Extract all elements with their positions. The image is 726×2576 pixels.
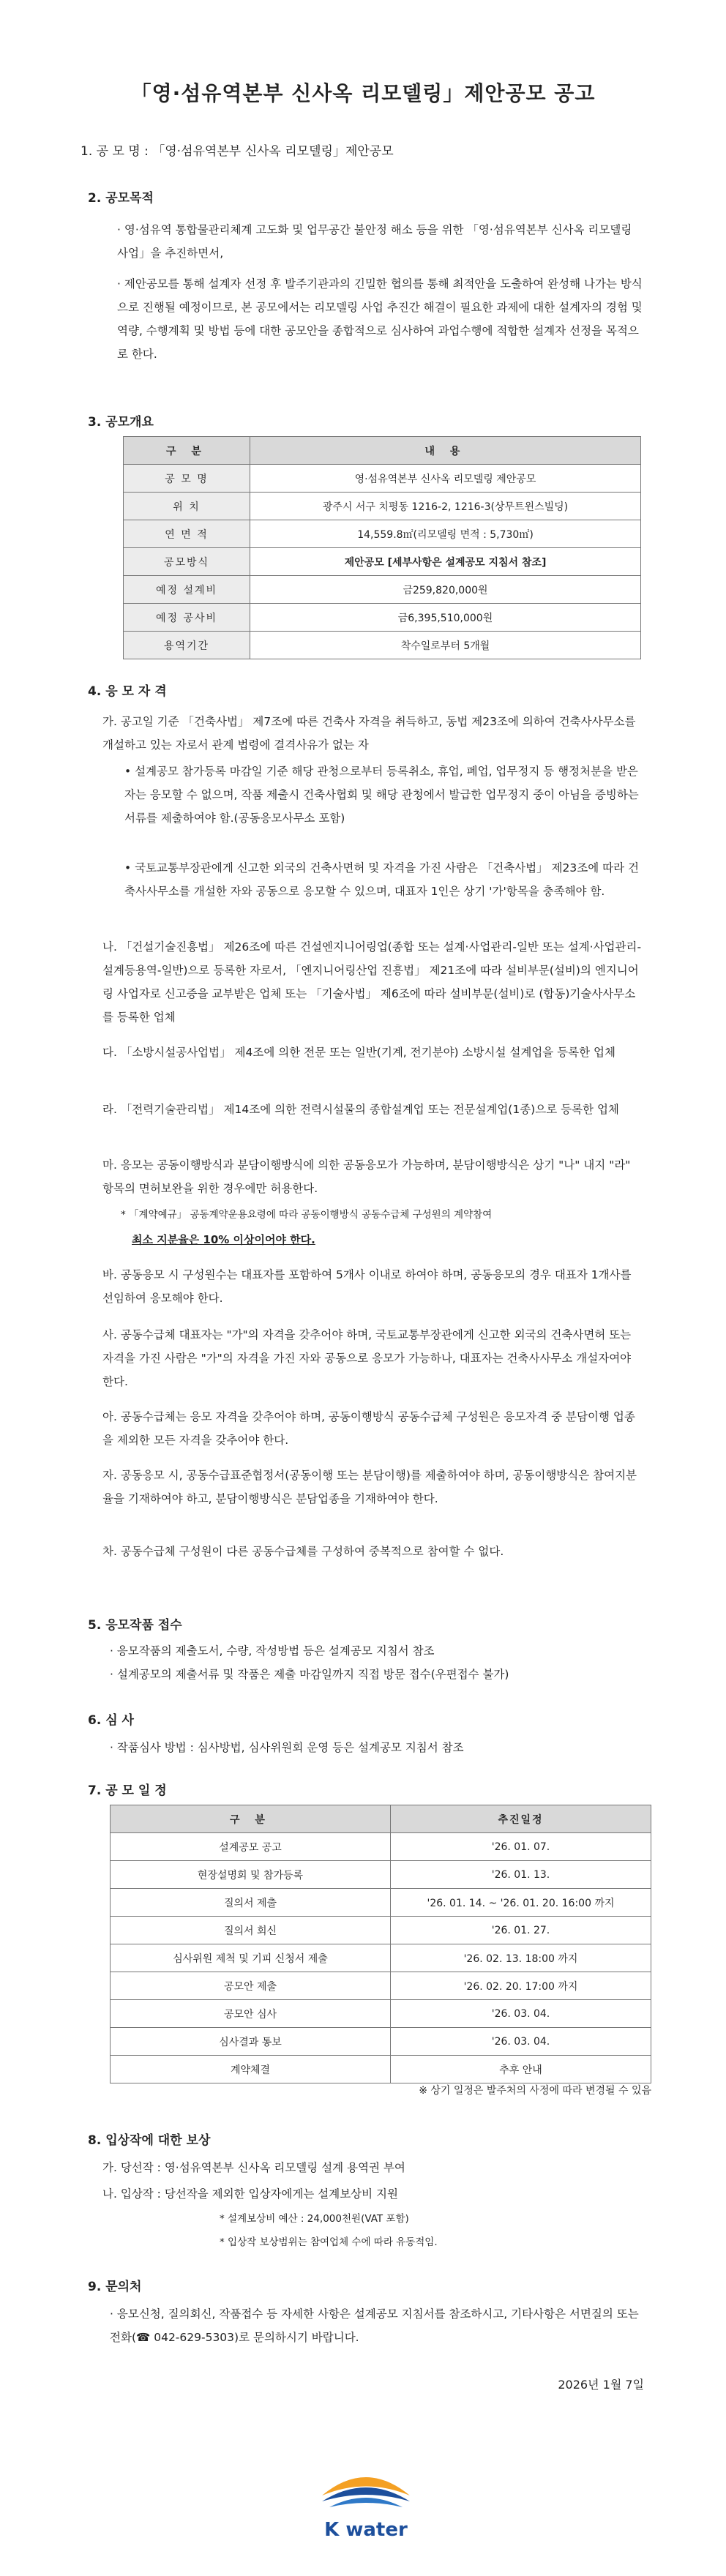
column-header: 내 용: [250, 437, 641, 465]
table-row: [111, 1889, 651, 1917]
row-label: 공모방식: [124, 548, 250, 576]
section-2-bullet-2: [117, 272, 644, 366]
column-header: 추진일정: [391, 1805, 651, 1833]
bullet-dot: ·: [110, 2307, 113, 2321]
section-9-title: 9. 문의처: [88, 2280, 142, 2294]
schedule-date: '26. 02. 20. 17:00 까지: [391, 1972, 651, 2000]
schedule-item: 심사위원 제척 및 기피 신청서 제출: [111, 1944, 391, 1972]
table-row: [111, 1944, 651, 1972]
bullet-dot: •: [124, 861, 132, 875]
section-2-bullet-1-text: 영·섬유역 통합물관리체계 고도화 및 업무공간 불안정 해소 등을 위한 「영·섬유역본부 신사옥 리모델링 사업」을 추진하면서,: [117, 223, 632, 260]
schedule-item: 현장설명회 및 참가등록: [111, 1861, 391, 1889]
schedule-date: '26. 03. 04.: [391, 2000, 651, 2028]
table-row: [124, 520, 641, 548]
schedule-date: '26. 01. 13.: [391, 1861, 651, 1889]
section-4-ma-note: [121, 1203, 644, 1227]
table-row: [111, 1972, 651, 2000]
schedule-item: 계약체결: [111, 2056, 391, 2083]
table-row: [111, 2056, 651, 2083]
schedule-date: '26. 01. 14. ~ '26. 01. 20. 16:00 까지: [391, 1889, 651, 1917]
document-title: 「영·섬유역본부 신사옥 리모델링」제안공모 공고: [130, 81, 596, 105]
schedule-item: 심사결과 통보: [111, 2028, 391, 2056]
section-4-ga-bullet-1-text: 설계공모 참가등록 마감일 기준 해당 관청으로부터 등록취소, 휴업, 폐업, 업무정지 등 행정처분을 받은 자는 응모할 수 없으며, 작품 제출시 건축사협회 및 해당 관청에서 발급한 업무정지 중이 아님을 증빙하는 서류를 제출하여야 함.(공동응모사무소 포함): [124, 765, 639, 825]
section-9-bullet-1: [110, 2302, 644, 2349]
section-4-item-ga: 가. 공고일 기준 「건축사법」 제7조에 따른 건축사 자격을 취득하고, 동법 제23조에 의하여 건축사사무소를 개설하고 있는 자로서 관계 법령에 결격사유가 없는 자: [102, 715, 636, 752]
section-6-bullet-1: [110, 1736, 644, 1759]
section-4-ma-note-emphasis: 최소 지분율은 10% 이상이어야 한다.: [132, 1233, 315, 1246]
row-label: 용역기간: [124, 632, 250, 659]
row-label: 예정 공사비: [124, 604, 250, 632]
row-value: 14,559.8㎡(리모델링 면적 : 5,730㎡): [250, 520, 641, 548]
table-row: [111, 1833, 651, 1861]
table-row: [111, 1917, 651, 1944]
overview-table: [123, 436, 641, 659]
table-row: [124, 493, 641, 520]
section-4-item-ma: 마. 응모는 공동이행방식과 분담이행방식에 의한 공동응모가 가능하며, 분담이행방식은 상기 "나" 내지 "라" 항목의 면허보완을 위한 경우에만 허용한다.: [102, 1158, 631, 1195]
bullet-dot: •: [124, 765, 132, 778]
overview-table-header: [124, 437, 641, 465]
section-6-title: 6. 심 사: [88, 1713, 134, 1728]
schedule-date: '26. 02. 13. 18:00 까지: [391, 1944, 651, 1972]
schedule-date: 추후 안내: [391, 2056, 651, 2083]
schedule-date: '26. 01. 07.: [391, 1833, 651, 1861]
column-header: 구 분: [124, 437, 250, 465]
section-9-bullet-1-text: 응모신청, 질의회신, 작품접수 등 자세한 사항은 설계공모 지침서를 참조하시고, 기타사항은 서면질의 또는 전화(☎ 042-629-5303)로 문의하시기 바랍니다.: [110, 2307, 639, 2344]
section-4-title: 4. 응 모 자 격: [88, 684, 167, 699]
bullet-dot: ·: [110, 1741, 113, 1754]
section-8-item-na: 나. 입상작 : 당선작을 제외한 입상자에게는 설계보상비 지원: [102, 2187, 398, 2201]
section-3-title: 3. 공모개요: [88, 415, 154, 430]
schedule-note: ※ 상기 일정은 발주처의 사정에 따라 변경될 수 있음: [419, 2085, 651, 2097]
section-8-title: 8. 입상작에 대한 보상: [88, 2133, 211, 2148]
column-header: 구 분: [111, 1805, 391, 1833]
row-value: 착수일로부터 5개월: [250, 632, 641, 659]
section-8-item-ga: 가. 당선작 : 영·섬유역본부 신사옥 리모델링 설계 용역권 부여: [102, 2161, 405, 2174]
section-5-bullet-1-text: 응모작품의 제출도서, 수량, 작성방법 등은 설계공모 지침서 참조: [116, 1644, 435, 1658]
table-row: [124, 465, 641, 493]
notice-date: 2026년 1월 7일: [558, 2378, 644, 2392]
row-label: 위 치: [124, 493, 250, 520]
section-4-item-ra: 라. 「전력기술관리법」 제14조에 의한 전력시설물의 종합설계업 또는 전문설계업(1종)으로 등록한 업체: [102, 1103, 619, 1116]
section-7-title: 7. 공 모 일 정: [88, 1783, 167, 1798]
section-4-item-ja: 자. 공동응모 시, 공동수급표준협정서(공동이행 또는 분담이행)를 제출하여야 하며, 공동이행방식은 참여지분율을 기재하여야 하고, 분담이행방식은 분담업종을 기재하여야 한다.: [102, 1469, 637, 1505]
row-value: 금6,395,510,000원: [250, 604, 641, 632]
schedule-date: '26. 03. 04.: [391, 2028, 651, 2056]
kwater-logo: [307, 2466, 424, 2547]
table-row: [111, 1861, 651, 1889]
kwater-logo-mark: [307, 2466, 424, 2517]
section-5-bullet-2-text: 설계공모의 제출서류 및 작품은 제출 마감일까지 직접 방문 접수(우편접수 불가): [116, 1668, 509, 1681]
section-1-text: 「영·섬유역본부 신사옥 리모델링」제안공모: [152, 144, 394, 159]
row-value: 영·섬유역본부 신사옥 리모델링 제안공모: [250, 465, 641, 493]
row-value: 광주시 서구 치평동 1216-2, 1216-3(상무트윈스빌딩): [250, 493, 641, 520]
bullet-dot: ·: [110, 1644, 113, 1658]
table-row: [124, 604, 641, 632]
table-row: [124, 632, 641, 659]
schedule-date: '26. 01. 27.: [391, 1917, 651, 1944]
kwater-logo-text: K water: [324, 2519, 408, 2541]
schedule-item: 공모안 심사: [111, 2000, 391, 2028]
section-2-bullet-1: [117, 218, 644, 265]
section-4-item-sa: 사. 공동수급체 대표자는 "가"의 자격을 갖추어야 하며, 국토교통부장관에게 신고한 외국의 건축사면허 또는 자격을 가진 사람은 "가"의 자격을 가진 자와 공동으로 응모가 가능하나, 대표자는 건축사사무소 개설자여야 한다.: [102, 1328, 632, 1388]
schedule-item: 설계공모 공고: [111, 1833, 391, 1861]
section-2-bullet-2-text: 제안공모를 통해 설계자 선정 후 발주기관과의 긴밀한 협의를 통해 최적안을 도출하여 완성해 나가는 방식으로 진행될 예정이므로, 본 공모에서는 리모델링 사업 추진간 해결이 필요한 과제에 대한 설계자의 경험 및 역량, 수행계획 및 방법 등에 대한 공모안을 종합적으로 심사하여 과업수행에 적합한 설계자 선정을 목적으로 한다.: [117, 277, 643, 361]
table-row: [124, 576, 641, 604]
section-4-ga-bullet-2: [124, 856, 644, 903]
bullet-dot: ·: [117, 223, 121, 236]
section-4-ga-bullet-1: [124, 760, 644, 830]
section-4-ma-note-text: 「계약예규」 공동계약운용요령에 따라 공동이행방식 공동수급체 구성원의 계약참여: [129, 1209, 493, 1221]
schedule-item: 공모안 제출: [111, 1972, 391, 2000]
section-4-item-da: 다. 「소방시설공사업법」 제4조에 의한 전문 또는 일반(기계, 전기분야) 소방시설 설계업을 등록한 업체: [102, 1046, 615, 1059]
bullet-dot: ·: [117, 277, 121, 291]
section-2-title: 2. 공모목적: [88, 191, 154, 206]
table-row: [111, 2000, 651, 2028]
schedule-table: [110, 1805, 651, 2083]
section-4-item-cha: 차. 공동수급체 구성원이 다른 공동수급체를 구성하여 중복적으로 참여할 수 없다.: [102, 1545, 504, 1558]
section-8-note-2: * 입상작 보상범위는 참여업체 수에 따라 유동적임.: [220, 2236, 438, 2248]
row-label: 공 모 명: [124, 465, 250, 493]
row-label: 예정 설계비: [124, 576, 250, 604]
bullet-dot: *: [121, 1209, 126, 1221]
section-4-item-na: 나. 「건설기술진흥법」 제26조에 따른 건설엔지니어링업(종합 또는 설계·사업관리-일반 또는 설계·사업관리-설계등용역-일반)으로 등록한 자로서, 「엔지니어링산업 진흥법」 제21조에 따라 설비부문(설비)의 엔지니어링 사업자로 신고증을 교부받은 업체 또는 「기술사법」 제6조에 따라 설비부문(설비)로 (합동)기술사사무소를 등록한 업체: [102, 940, 642, 1024]
table-row: [124, 548, 641, 576]
section-4-item-a: 아. 공동수급체는 응모 자격을 갖추어야 하며, 공동이행방식 공동수급체 구성원은 응모자격 중 분담이행 업종을 제외한 모든 자격을 갖추어야 한다.: [102, 1410, 635, 1447]
section-5-title: 5. 응모작품 접수: [88, 1618, 182, 1633]
row-value: 금259,820,000원: [250, 576, 641, 604]
section-4-item-ba: 바. 공동응모 시 구성원수는 대표자를 포함하여 5개사 이내로 하여야 하며, 공동응모의 경우 대표자 1개사를 선임하여 응모해야 한다.: [102, 1268, 632, 1305]
bullet-dot: ·: [110, 1668, 113, 1681]
schedule-item: 질의서 회신: [111, 1917, 391, 1944]
schedule-table-header: [111, 1805, 651, 1833]
section-5-bullet-2: [110, 1663, 644, 1686]
section-8-note-1: * 설계보상비 예산 : 24,000천원(VAT 포함): [220, 2213, 409, 2225]
section-6-bullet-1-text: 작품심사 방법 : 심사방법, 심사위원회 운영 등은 설계공모 지침서 참조: [116, 1741, 464, 1754]
row-value: 제안공모 [세부사항은 설계공모 지침서 참조]: [250, 548, 641, 576]
section-4-ga-bullet-2-text: 국토교통부장관에게 신고한 외국의 건축사면허 및 자격을 가진 사람은 「건축사법」 제23조에 따라 건축사사무소를 개설한 자와 공동으로 응모할 수 있으며, 대표자 1인은 상기 '가'항목을 충족해야 함.: [124, 861, 639, 898]
schedule-item: 질의서 제출: [111, 1889, 391, 1917]
section-5-bullet-1: [110, 1639, 644, 1663]
table-row: [111, 2028, 651, 2056]
section-1: [81, 141, 394, 159]
section-1-label: 1. 공 모 명 :: [81, 144, 149, 159]
row-label: 연 면 적: [124, 520, 250, 548]
